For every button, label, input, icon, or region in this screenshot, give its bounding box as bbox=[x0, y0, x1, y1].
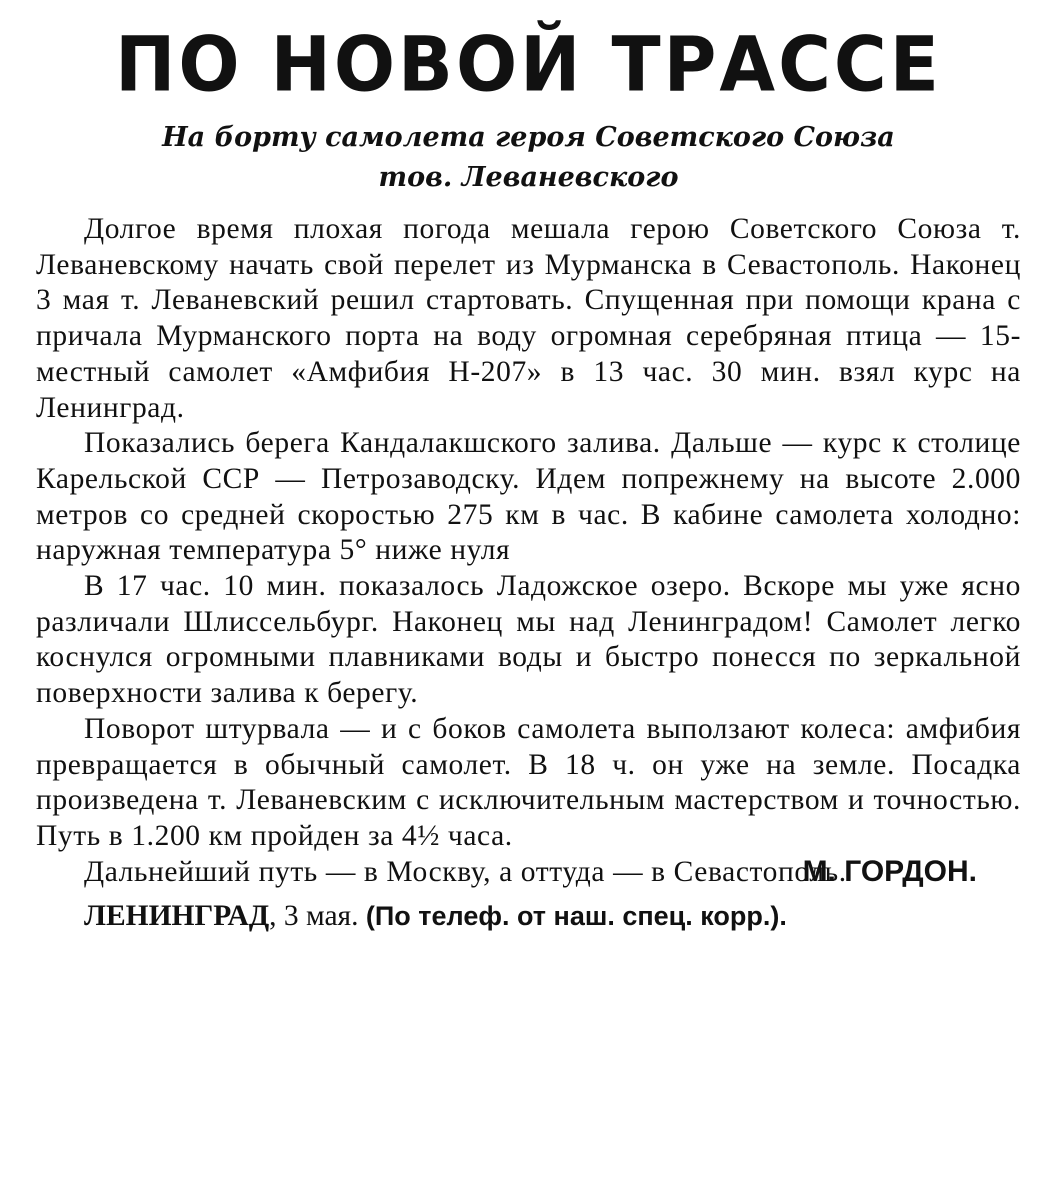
dateline bbox=[36, 896, 1021, 936]
article-headline: ПО НОВОЙ ТРАССЕ bbox=[115, 19, 942, 109]
paragraph-2: Показались берега Кандалакшского залива. Дальше — курс к столице Карельской ССР — Петрозаводску. Идем попрежнему на высоте 2.000 метров со средней скоростью 275 км в час. В кабине самолета холодно: наружная температура 5° ниже нуля bbox=[36, 427, 1021, 567]
dateline-date: , 3 мая. bbox=[269, 900, 359, 933]
newspaper-article bbox=[36, 18, 1021, 936]
subhead-line-2: тов. Леваневского bbox=[378, 162, 679, 193]
paragraph-5: Дальнейший путь — в Москву, а оттуда — в Севастополь. bbox=[84, 855, 847, 888]
paragraph-4: Поворот штурвала — и с боков самолета выползают колеса: амфибия превращается в обычный самолет. В 18 ч. он уже на земле. Посадка произведена т. Леваневским с исключительным мастерством и точностью. Путь в 1.200 км пройден за 4½ часа. bbox=[36, 712, 1021, 852]
article-body bbox=[36, 212, 1021, 890]
dateline-credit: (По телеф. от наш. спец. корр.). bbox=[365, 901, 787, 932]
author-signature: М. ГОРДОН. bbox=[802, 855, 977, 889]
paragraph-1: Долгое время плохая погода мешала герою Советского Союза т. Леваневскому начать свой перелет из Мурманска в Севастополь. Наконец 3 мая т. Леваневский решил стартовать. Спущенная при помощи крана с причала Мурманского порта на воду огромная серебряная птица — 15-местный самолет «Амфибия Н-207» в 13 час. 30 мин. взял курс на Ленинград. bbox=[36, 213, 1021, 424]
dateline-place: ЛЕНИНГРАД bbox=[84, 900, 270, 933]
article-subhead bbox=[36, 118, 1021, 198]
paragraph-3: В 17 час. 10 мин. показалось Ладожское озеро. Вскоре мы уже ясно различали Шлиссельбург. Наконец мы над Ленинградом! Самолет легко коснулся огромными плавниками воды и быстро понесся по зеркальной поверхности залива к берегу. bbox=[36, 570, 1021, 710]
subhead-line-1: На борту самолета героя Советского Союза bbox=[162, 122, 895, 153]
